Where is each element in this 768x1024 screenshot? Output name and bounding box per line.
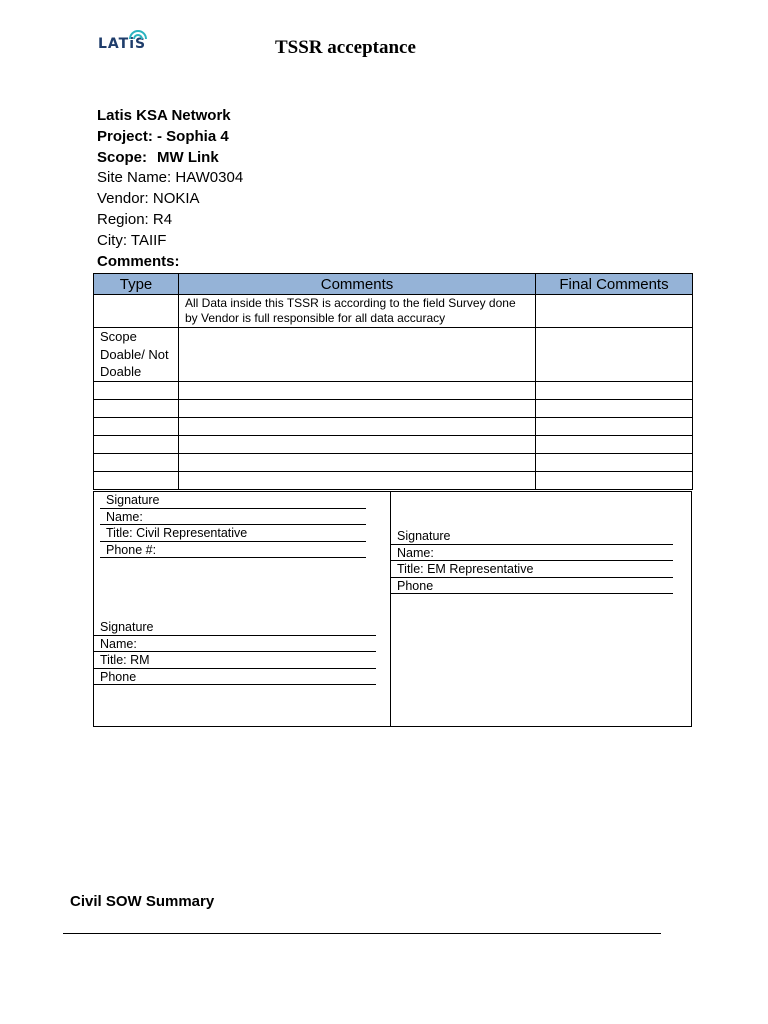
table-cell: [536, 472, 693, 490]
table-cell: [536, 436, 693, 454]
rm-phone-line[interactable]: Phone: [94, 669, 376, 686]
scope-line: [97, 148, 243, 169]
table-cell: [94, 295, 179, 328]
table-cell: [536, 328, 693, 382]
rm-name-line[interactable]: Name:: [94, 636, 376, 653]
table-cell: [536, 418, 693, 436]
table-cell: [94, 472, 179, 490]
em-phone-line[interactable]: Phone: [391, 578, 673, 595]
horizontal-rule: [63, 933, 661, 934]
comments-table: [93, 273, 693, 490]
table-cell: [94, 418, 179, 436]
signal-arc-icon: [128, 30, 148, 40]
civil-signature-block: [100, 492, 366, 558]
table-row: [94, 472, 693, 490]
em-title-line[interactable]: Title: EM Representative: [391, 561, 673, 578]
header-type: Type: [94, 274, 179, 295]
table-cell: [536, 454, 693, 472]
table-cell: [179, 454, 536, 472]
network-name: Latis KSA Network: [97, 107, 231, 124]
rm-signature-block: [94, 619, 376, 685]
table-cell: [536, 382, 693, 400]
header-comments: Comments: [179, 274, 536, 295]
em-signature-block: [391, 528, 673, 594]
table-cell: [536, 295, 693, 328]
table-cell: [179, 382, 536, 400]
city: City: TAIIF: [97, 231, 167, 249]
site-name: Site Name: HAW0304: [97, 169, 244, 187]
table-cell: [94, 382, 179, 400]
table-cell: [179, 400, 536, 418]
table-row: [94, 400, 693, 418]
table-cell: [94, 400, 179, 418]
table-row: [94, 295, 693, 328]
civil-name-line[interactable]: Name:: [100, 509, 366, 526]
table-row: [94, 382, 693, 400]
site-info: [97, 106, 243, 272]
header-final-comments: Final Comments: [536, 274, 693, 295]
civil-sow-summary-heading: Civil SOW Summary: [70, 893, 215, 910]
rm-signature-line[interactable]: Signature: [94, 619, 376, 636]
table-header-row: [94, 274, 693, 295]
scope-label: Scope:: [97, 148, 148, 166]
rm-title-line[interactable]: Title: RM: [94, 652, 376, 669]
em-name-line[interactable]: Name:: [391, 545, 673, 562]
scope-value: MW Link: [157, 148, 219, 166]
civil-title-line[interactable]: Title: Civil Representative: [100, 525, 366, 542]
civil-phone-line[interactable]: Phone #:: [100, 542, 366, 559]
latis-logo: [98, 32, 154, 52]
document-title: TSSR acceptance: [275, 37, 416, 58]
project-name: Project: - Sophia 4: [97, 127, 229, 145]
table-cell: [179, 418, 536, 436]
comments-label: Comments:: [97, 252, 180, 270]
region: Region: R4: [97, 210, 173, 228]
table-cell: [94, 436, 179, 454]
table-row: [94, 436, 693, 454]
table-cell: [179, 328, 536, 382]
table-row: [94, 454, 693, 472]
scope-doable-cell: Scope Doable/ Not Doable: [94, 328, 179, 382]
table-cell: [94, 454, 179, 472]
civil-signature-line[interactable]: Signature: [100, 492, 366, 509]
survey-comment-cell: All Data inside this TSSR is according to the field Survey done by Vendor is full responsible for all data accuracy: [179, 295, 536, 328]
signature-section: [93, 491, 692, 727]
table-row: [94, 328, 693, 382]
em-signature-line[interactable]: Signature: [391, 528, 673, 545]
vendor: Vendor: NOKIA: [97, 190, 200, 208]
table-cell: [536, 400, 693, 418]
table-row: [94, 418, 693, 436]
logo-text: LATiS: [98, 36, 147, 52]
table-cell: [179, 472, 536, 490]
table-cell: [179, 436, 536, 454]
